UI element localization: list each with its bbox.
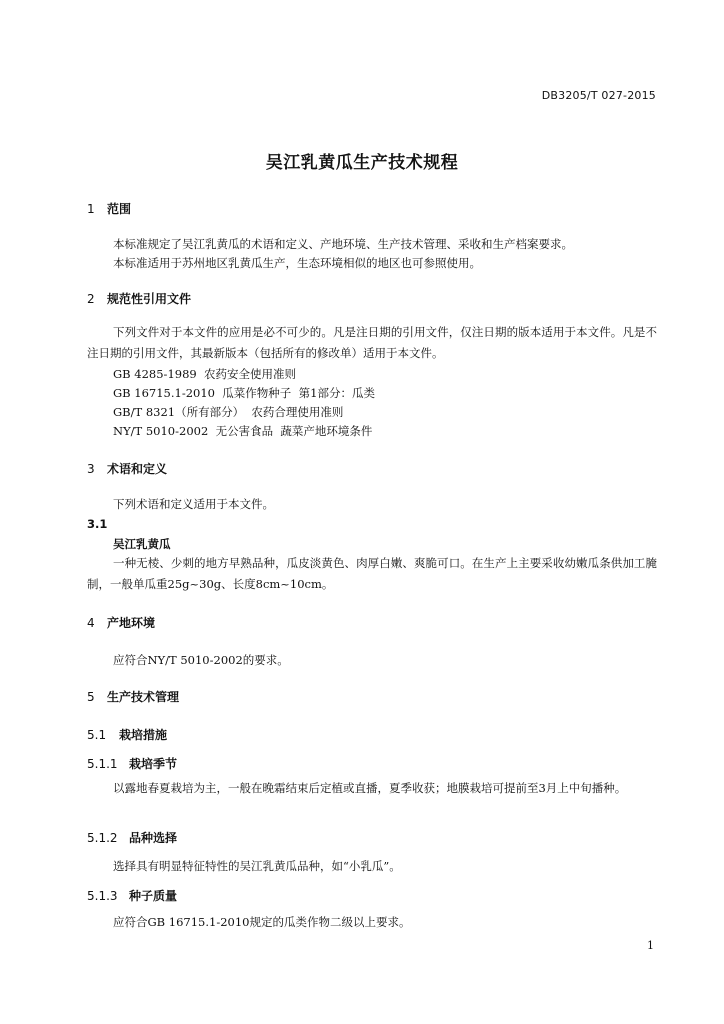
section-5-1-2-heading xyxy=(87,829,177,846)
section-number: 5.1.1 xyxy=(87,757,118,771)
reference-item: GB/T 8321（所有部分） 农药合理使用准则 xyxy=(113,405,344,419)
section-title: 产地环境 xyxy=(107,616,156,630)
section-number: 4 xyxy=(87,616,95,630)
term-definition: 一种无棱、少刺的地方早熟品种，瓜皮淡黄色、肉厚白嫩、爽脆可口。在生产上主要采收幼嫩瓜条供加工腌制，一般单瓜重25g~30g、长度8cm~10cm。 xyxy=(87,556,657,591)
section-number: 1 xyxy=(87,202,95,216)
section-number: 5 xyxy=(87,690,95,704)
section-number: 5.1 xyxy=(87,728,107,742)
section-5-1-3-paragraph: 应符合GB 16715.1-2010规定的瓜类作物二级以上要求。 xyxy=(113,915,411,929)
section-number: 3 xyxy=(87,462,95,476)
section-4-heading xyxy=(87,614,155,631)
section-1-heading xyxy=(87,200,131,217)
section-title: 生产技术管理 xyxy=(107,690,180,704)
section-5-1-1-paragraph: 以露地春夏栽培为主，一般在晚霜结束后定植或直播，夏季收获；地膜栽培可提前至3月上中旬播种。 xyxy=(113,781,627,795)
section-5-1-1-heading xyxy=(87,755,177,772)
term-name: 吴江乳黄瓜 xyxy=(113,537,171,551)
section-title: 范围 xyxy=(107,202,132,216)
section-4-paragraph: 应符合NY/T 5010-2002的要求。 xyxy=(113,653,289,667)
reference-item: GB 4285-1989 农药安全使用准则 xyxy=(113,367,297,381)
section-number: 5.1.3 xyxy=(87,889,118,903)
section-1-paragraph-1: 本标准规定了吴江乳黄瓜的术语和定义、产地环境、生产技术管理、采收和生产档案要求。 xyxy=(113,237,573,251)
section-5-1-3-heading xyxy=(87,887,177,904)
section-title: 规范性引用文件 xyxy=(107,292,192,306)
section-1-paragraph-2: 本标准适用于苏州地区乳黄瓜生产，生态环境相似的地区也可参照使用。 xyxy=(113,256,481,270)
reference-item: GB 16715.1-2010 瓜菜作物种子 第1部分：瓜类 xyxy=(113,386,375,400)
section-title: 栽培季节 xyxy=(129,757,178,771)
section-5-heading xyxy=(87,688,179,705)
section-number: 5.1.2 xyxy=(87,831,118,845)
term-number: 3.1 xyxy=(87,517,108,531)
section-title: 品种选择 xyxy=(129,831,178,845)
document-title: 吴江乳黄瓜生产技术规程 xyxy=(265,153,459,173)
section-5-1-2-paragraph: 选择具有明显特征特性的吴江乳黄瓜品种，如“小乳瓜”。 xyxy=(113,859,401,873)
standard-code: DB3205/T 027-2015 xyxy=(541,89,656,102)
reference-item: NY/T 5010-2002 无公害食品 蔬菜产地环境条件 xyxy=(113,424,373,438)
section-5-1-heading xyxy=(87,726,167,743)
page-number: 1 xyxy=(647,939,654,952)
section-2-paragraph: 下列文件对于本文件的应用是必不可少的。凡是注日期的引用文件，仅注日期的版本适用于本文件。凡是不注日期的引用文件，其最新版本（包括所有的修改单）适用于本文件。 xyxy=(87,325,657,360)
section-title: 种子质量 xyxy=(129,889,178,903)
section-number: 2 xyxy=(87,292,95,306)
section-title: 术语和定义 xyxy=(107,462,168,476)
section-title: 栽培措施 xyxy=(119,728,168,742)
section-3-paragraph: 下列术语和定义适用于本文件。 xyxy=(113,497,274,511)
section-3-heading xyxy=(87,460,167,477)
section-2-heading xyxy=(87,290,191,307)
